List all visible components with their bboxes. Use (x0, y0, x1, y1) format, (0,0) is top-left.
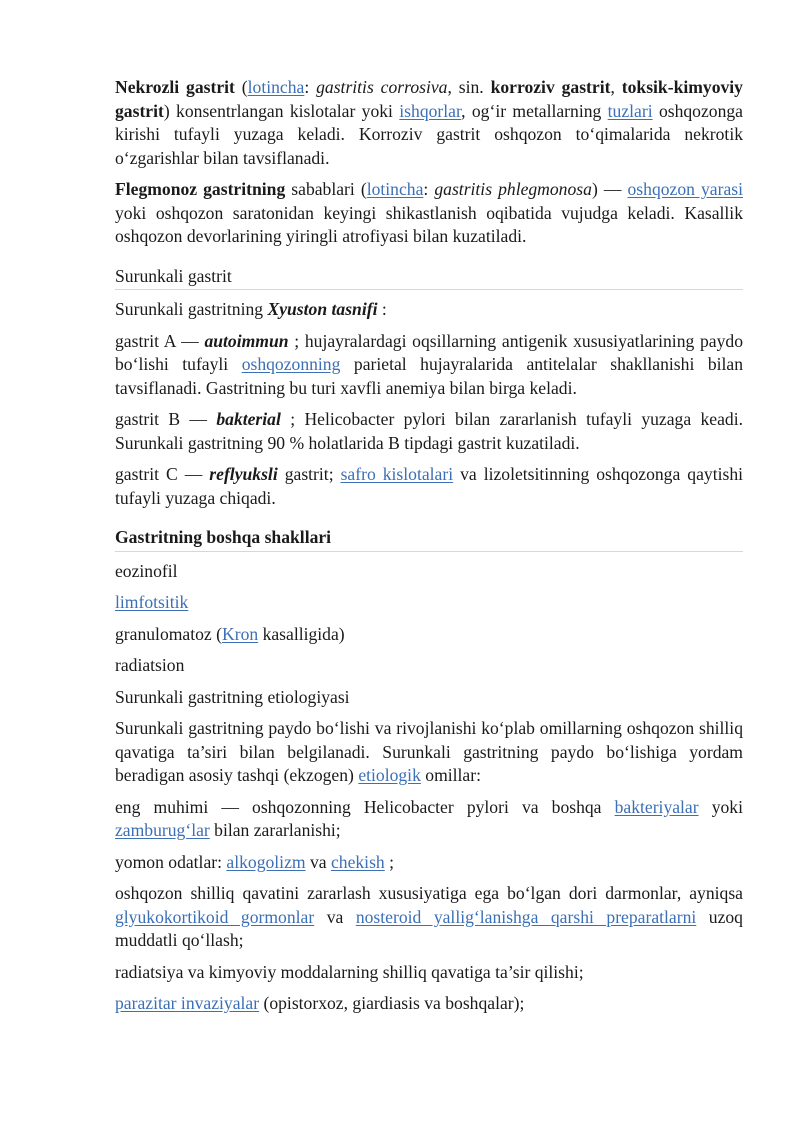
link-kron[interactable]: Kron (222, 623, 259, 644)
paragraph-phlegmonous-gastritis: Flegmonoz gastritning sabablari (lotincha: gastritis phlegmonosa) — oshqozon yarasi yoki oshqozon saratonidan keyingi shikastlanish oqibatida vujudga keladi. Kasallik oshqozon devorlarining yiringli atrofiyasi bilan kuzatiladi. (115, 179, 743, 246)
list-item-granulomatoz: granulomatoz (Kron kasalligida) (115, 623, 345, 644)
paragraph-houston-classification: Surunkali gastritning Xyuston tasnifi : (115, 299, 387, 319)
synonym-2: toksik-kimyoviy gastrit (115, 77, 743, 121)
term-phlegmonous-gastritis: Flegmonoz gastritning (115, 179, 286, 199)
link-chekish[interactable]: chekish (330, 851, 385, 872)
term-reflyuksli: reflyuksli (209, 464, 278, 484)
term-necrotic-gastritis: Nekrozli gastrit (115, 77, 235, 97)
paragraph-parasites: parazitar invaziyalar (opistorxoz, giardiasis va boshqalar); (115, 993, 525, 1013)
paragraph-etiology: Surunkali gastritning paydo bo‘lishi va rivojlanishi ko‘plab omillarning oshqozon shilliq qavatiga ta’siri bilan belgilanadi. Surunkali gastritning paydo bo‘lishiga yordam beradigan asosiy tashqi (ekzogen) etiologik omillar: (115, 718, 743, 785)
link-oshqozon-yarasi[interactable]: oshqozon yarasi (627, 179, 743, 199)
term-autoimmun: autoimmun (204, 330, 289, 351)
paragraph-bad-habits: yomon odatlar: alkogolizm va chekish ; (115, 851, 395, 872)
link-etiologik[interactable]: etiologik (358, 765, 421, 785)
link-limfotsitik[interactable]: limfotsitik (115, 592, 189, 612)
link-zamburuglar[interactable]: zamburug‘lar (115, 820, 210, 840)
section-heading-other-forms: Gastritning boshqa shakllari (115, 526, 743, 552)
link-lotincha-2[interactable]: lotincha (366, 179, 424, 199)
link-bakteriyalar[interactable]: bakteriyalar (614, 796, 699, 817)
latin-name: gastritis corrosiva (316, 77, 448, 97)
houston-classification: Xyuston tasnifi (267, 299, 378, 319)
link-parazitar-invaziyalar[interactable]: parazitar invaziyalar (115, 993, 260, 1013)
paragraph-gastritis-a: gastrit A — autoimmun ; hujayralardagi oqsillarning antigenik xususiyatlarining paydo bo‘lishi tufayli oshqozonning parietal hujayralarida antitelalar shakllanishi bilan tavsiflanadi. Gastritning bu turi xavfli anemiya bilan birga keladi. (115, 330, 744, 398)
link-glyukokortikoid[interactable]: glyukokortikoid gormonlar (115, 906, 315, 927)
paragraph-helicobacter: eng muhimi — oshqozonning Helicobacter pylori va boshqa bakteriyalar yoki zamburug‘lar bilan zararlanishi; (115, 796, 743, 840)
paragraph-gastritis-c: gastrit C — reflyuksli gastrit; safro kislotalari va lizoletsitinning oshqozonga qaytishi tufayli yuzaga chiqadi. (115, 464, 743, 508)
link-lotincha[interactable]: lotincha (247, 77, 305, 97)
link-nosteroid[interactable]: nosteroid yallig‘lanishga qarshi preparatlarni (355, 906, 697, 927)
paragraph-drugs: oshqozon shilliq qavatini zararlash xususiyatiga ega bo‘lgan dori darmonlar, ayniqsa glyukokortikoid gormonlar va nosteroid yallig‘lanishga qarshi preparatlarni uzoq muddatli qo‘llash; (115, 883, 743, 950)
list-item-limfotsitik (115, 591, 743, 615)
link-tuzlari[interactable]: tuzlari (607, 100, 653, 121)
link-ishqorlar[interactable]: ishqorlar (399, 100, 462, 121)
list-item-eozinofil: eozinofil (115, 560, 178, 581)
paragraph-radiation: radiatsiya va kimyoviy moddalarning shilliq qavatiga ta’sir qilishi; (115, 961, 584, 982)
latin-name-2: gastritis phlegmonosa (434, 179, 592, 199)
paragraph-necrotic-gastritis: Nekrozli gastrit (lotincha: gastritis corrosiva, sin. korroziv gastrit, toksik-kimyoviy gastrit) konsentrlangan kislotalar yoki ishqorlar, og‘ir metallarning tuzlari oshqozonga kirishi tufayli yuzaga keladi. Korroziv gastrit oshqozon to‘qimalarida nekrotik o‘zgarishlar bilan tavsiflanadi. (115, 77, 743, 168)
term-bakterial: bakterial (216, 409, 281, 429)
link-safro-kislotalari[interactable]: safro kislotalari (340, 464, 454, 484)
link-oshqozonning[interactable]: oshqozonning (241, 354, 341, 374)
section-heading-etiology: Surunkali gastritning etiologiyasi (115, 686, 350, 707)
synonym-1: korroziv gastrit (490, 77, 611, 97)
list-item-radiatsion: radiatsion (115, 655, 185, 675)
section-heading-chronic-gastritis: Surunkali gastrit (115, 265, 743, 291)
paragraph-gastritis-b: gastrit B — bakterial ; Helicobacter pylori bilan zararlanish tufayli yuzaga keadi. Surunkali gastritning 90 % holatlarida B tipdagi gastrit kuzatiladi. (115, 409, 743, 453)
link-alkogolizm[interactable]: alkogolizm (226, 851, 306, 872)
document-page (115, 76, 743, 1024)
